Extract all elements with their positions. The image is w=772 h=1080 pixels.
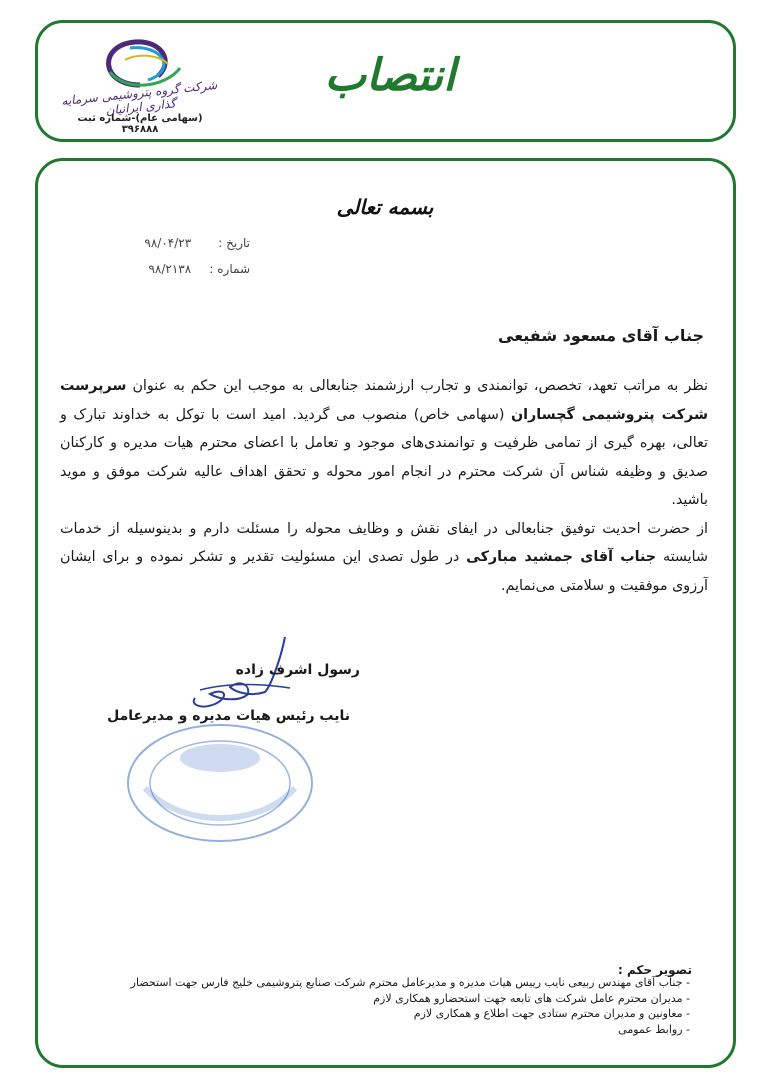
paragraph-appointment: نظر به مراتب تعهد، تخصص، توانمندی و تجارب ارزشمند جنابعالی به موجب این حکم به عنوان سرپرست شرکت پتروشیمی گچساران (سهامی خاص) منصوب می گردید. امید است با توکل به خداوند تبارک و تعالی، بهره گیری از تمامی ظرفیت و توانمندی‌های موجود و تعامل با اعضای محترم هیات مدیره و کارکنان صدیق و وظیفه شناس آن شرکت محترم در انجام امور محوله و تحقق اهداف عالیه شرکت موفق و موید باشید. bbox=[60, 378, 709, 508]
signer-title: نایب رئیس هیات مدیره و مدیرعامل bbox=[107, 708, 350, 724]
number-value: ۹۸/۲۱۳۸ bbox=[148, 262, 192, 276]
predecessor-name: جناب آقای جمشید مبارکی bbox=[466, 549, 657, 565]
letter-date bbox=[100, 236, 250, 250]
number-label: شماره : bbox=[209, 262, 250, 276]
date-label: تاریخ : bbox=[218, 236, 250, 250]
basmala: بسمه تعالی bbox=[336, 195, 434, 219]
document-title: انتصاب bbox=[324, 50, 456, 101]
company-stamp-icon bbox=[120, 718, 320, 848]
cc-title: تصویر حکم : bbox=[617, 963, 692, 977]
signer-name: رسول اشرف زاده bbox=[235, 662, 360, 678]
cc-list bbox=[90, 975, 690, 1037]
letter-number bbox=[100, 262, 250, 276]
list-item: - جناب آقای مهندس ربیعی نایب رییس هیات مدیره و مدیرعامل محترم شرکت صنایع پتروشیمی خلیج فارس جهت استحضار bbox=[90, 975, 690, 991]
addressee: جناب آقای مسعود شفیعی bbox=[498, 326, 704, 345]
list-item: - مدیران محترم عامل شرکت های تابعه جهت استحضارو همکاری لازم bbox=[90, 991, 690, 1007]
appointed-position: سرپرست شرکت پتروشیمی گچساران bbox=[60, 378, 709, 423]
date-value: ۹۸/۰۴/۲۳ bbox=[144, 236, 192, 250]
body-frame bbox=[35, 158, 736, 1068]
paragraph-thanks: از حضرت احدیت توفیق جنابعالی در ایفای نقش و وظایف محوله را مسئلت دارم و بدینوسیله از خدمات شایسته جناب آقای جمشید مبارکی در طول تصدی این مسئولیت تقدیر و تشکر نموده و برای ایشان آرزوی موفقیت و سلامتی می‌نمایم. bbox=[60, 520, 709, 594]
list-item: - معاونین و مدیران محترم ستادی جهت اطلاع و همکاری لازم bbox=[90, 1006, 690, 1022]
company-name: شرکت گروه پتروشیمی سرمایه گذاری ایرانیان bbox=[60, 77, 218, 118]
list-item: - روابط عمومی bbox=[90, 1022, 690, 1038]
letter-body bbox=[60, 372, 708, 600]
registration-number: (سهامی عام)-شماره ثبت ۳۹۶۸۸۸ bbox=[77, 113, 203, 135]
